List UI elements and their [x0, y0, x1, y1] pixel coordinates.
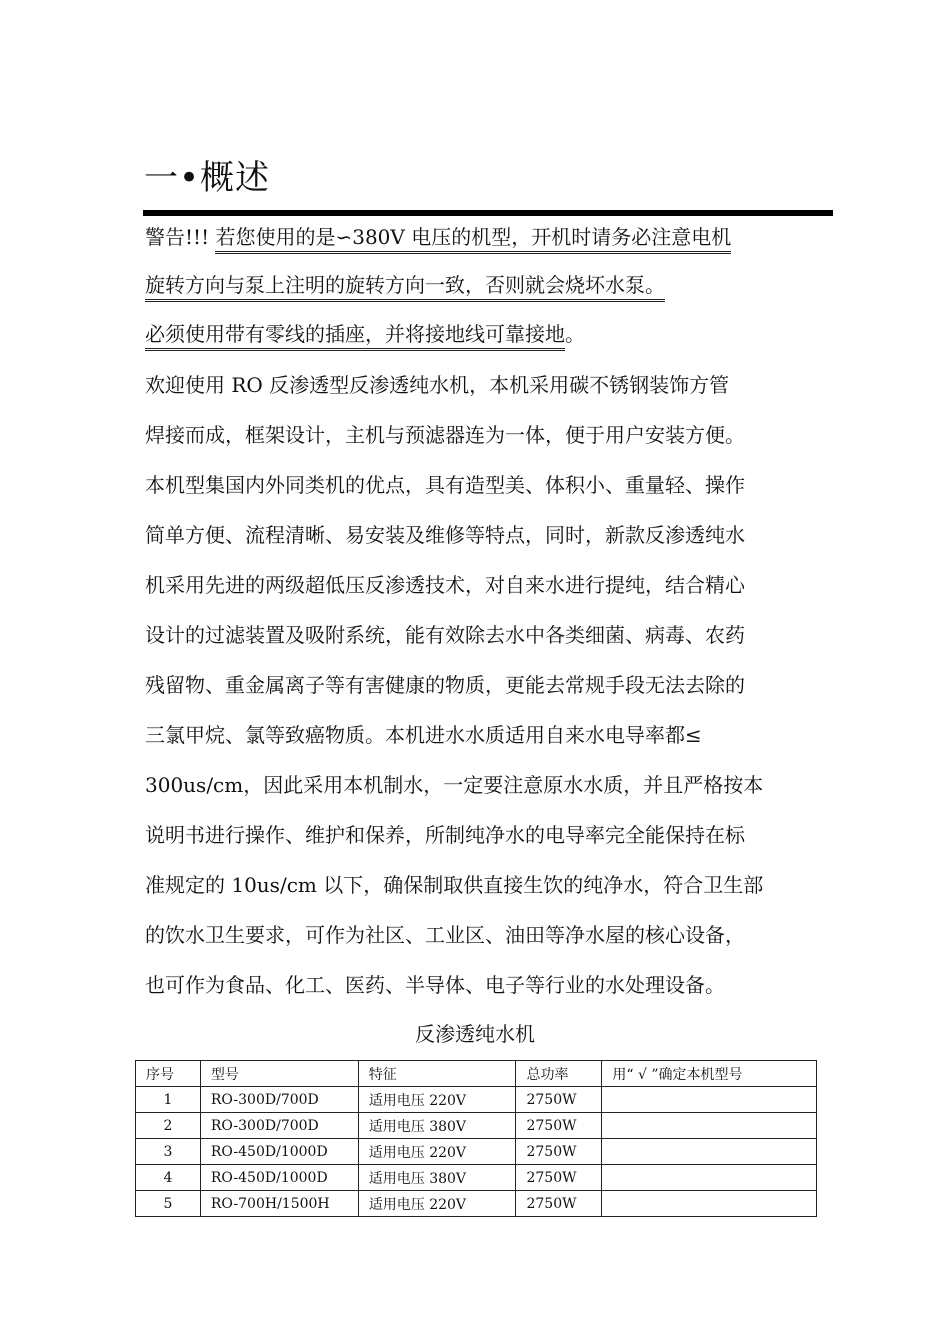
- warning-line-1: [145, 224, 731, 250]
- section-title: 一•概述: [144, 158, 271, 198]
- cell-feature: 适用电压 220V: [358, 1087, 516, 1113]
- cell-index: 2: [136, 1113, 201, 1139]
- header-power: 总功率: [516, 1061, 602, 1087]
- warning-text-3-tail: 。: [565, 322, 585, 346]
- cell-power: 2750W: [516, 1113, 602, 1139]
- table-row: [136, 1165, 817, 1191]
- table-row: [136, 1113, 817, 1139]
- cell-index: 5: [136, 1191, 201, 1217]
- cell-index: 1: [136, 1087, 201, 1113]
- warning-text-1: 若您使用的是∽380V 电压的机型，开机时请务必注意电机: [215, 225, 731, 254]
- cell-feature: 适用电压 380V: [358, 1165, 516, 1191]
- body-line: 准规定的 10us/cm 以下，确保制取供直接生饮的纯净水，符合卫生部: [145, 873, 764, 897]
- cell-index: 3: [136, 1139, 201, 1165]
- body-line: 机采用先进的两级超低压反渗透技术，对自来水进行提纯，结合精心: [145, 573, 745, 597]
- body-line: 欢迎使用 RO 反渗透型反渗透纯水机，本机采用碳不锈钢装饰方管: [145, 373, 730, 397]
- body-line: 设计的过滤装置及吸附系统，能有效除去水中各类细菌、病毒、农药: [145, 623, 745, 647]
- table-header-row: [136, 1061, 817, 1087]
- header-model: 型号: [200, 1061, 358, 1087]
- cell-feature: 适用电压 220V: [358, 1191, 516, 1217]
- cell-model: RO-700H/1500H: [200, 1191, 358, 1217]
- table-row: [136, 1087, 817, 1113]
- cell-power: 2750W: [516, 1139, 602, 1165]
- cell-index: 4: [136, 1165, 201, 1191]
- cell-check[interactable]: [602, 1139, 817, 1165]
- cell-check[interactable]: [602, 1191, 817, 1217]
- warning-text-2: 旋转方向与泵上注明的旋转方向一致，否则就会烧坏水泵。: [145, 273, 665, 302]
- warning-text-3: 必须使用带有零线的插座，并将接地线可靠接地: [145, 322, 565, 351]
- warning-line-2: [145, 272, 665, 298]
- header-index: 序号: [136, 1061, 201, 1087]
- cell-check[interactable]: [602, 1165, 817, 1191]
- body-line: 300us/cm，因此采用本机制水，一定要注意原水水质，并且严格按本: [145, 773, 764, 797]
- cell-power: 2750W: [516, 1087, 602, 1113]
- header-check: 用“ √ ”确定本机型号: [602, 1061, 817, 1087]
- table-row: [136, 1139, 817, 1165]
- model-table: [135, 1060, 817, 1217]
- warning-label: 警告!!!: [145, 225, 216, 249]
- cell-power: 2750W: [516, 1165, 602, 1191]
- cell-feature: 适用电压 220V: [358, 1139, 516, 1165]
- cell-model: RO-450D/1000D: [200, 1139, 358, 1165]
- warning-line-3: [145, 321, 585, 347]
- body-line: 简单方便、流程清晰、易安装及维修等特点，同时，新款反渗透纯水: [145, 523, 745, 547]
- body-line: 焊接而成，框架设计，主机与预滤器连为一体，便于用户安装方便。: [145, 423, 745, 447]
- body-line: 说明书进行操作、维护和保养，所制纯净水的电导率完全能保持在标: [145, 823, 745, 847]
- body-line: 三氯甲烷、氯等致癌物质。本机进水水质适用自来水电导率都≤: [145, 723, 702, 747]
- cell-check[interactable]: [602, 1087, 817, 1113]
- body-line: 的饮水卫生要求，可作为社区、工业区、油田等净水屋的核心设备，: [145, 923, 745, 947]
- cell-model: RO-450D/1000D: [200, 1165, 358, 1191]
- cell-power: 2750W: [516, 1191, 602, 1217]
- cell-check[interactable]: [602, 1113, 817, 1139]
- header-feature: 特征: [358, 1061, 516, 1087]
- table-row: [136, 1191, 817, 1217]
- body-line: 本机型集国内外同类机的优点，具有造型美、体积小、重量轻、操作: [145, 473, 745, 497]
- cell-model: RO-300D/700D: [200, 1113, 358, 1139]
- title-divider: [143, 210, 833, 216]
- cell-model: RO-300D/700D: [200, 1087, 358, 1113]
- table-caption: 反渗透纯水机: [415, 1022, 535, 1046]
- body-line: 残留物、重金属离子等有害健康的物质，更能去常规手段无法去除的: [145, 673, 745, 697]
- body-line: 也可作为食品、化工、医药、半导体、电子等行业的水处理设备。: [145, 973, 725, 997]
- cell-feature: 适用电压 380V: [358, 1113, 516, 1139]
